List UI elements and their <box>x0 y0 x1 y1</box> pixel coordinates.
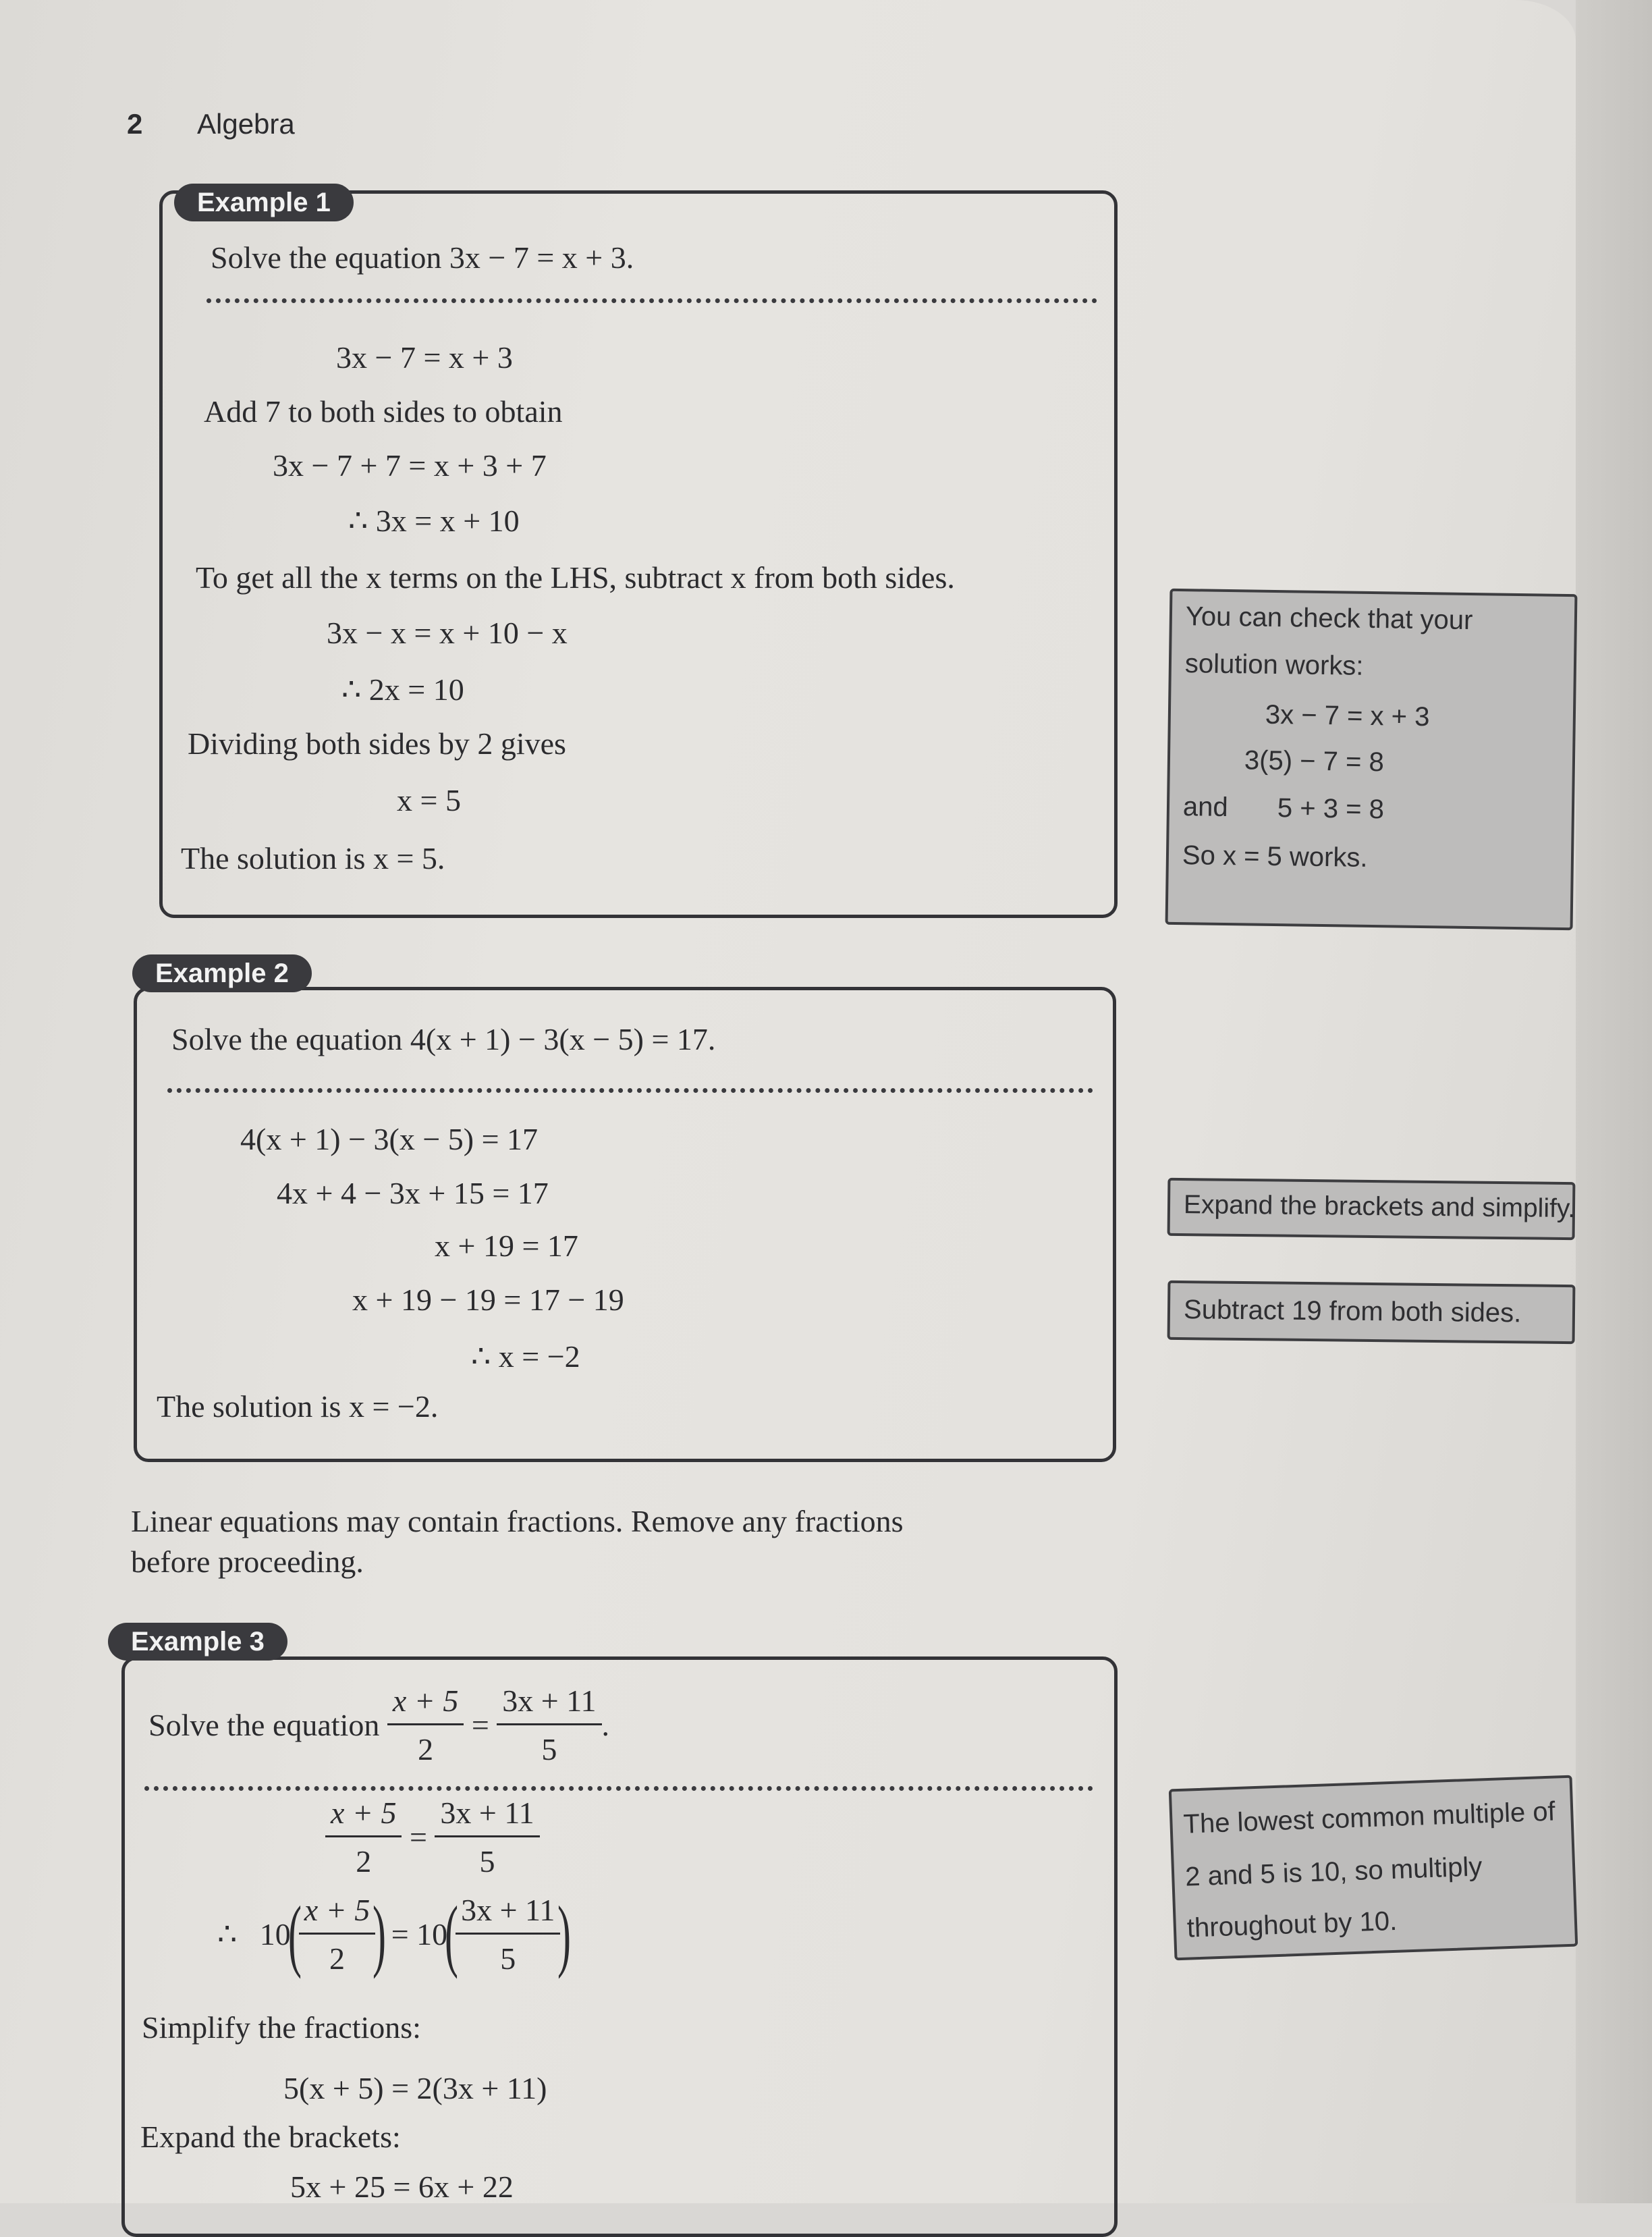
paragraph-line-1: Linear equations may contain fractions. Remove any fractions <box>131 1504 904 1538</box>
ex1-line-6: 3x − x = x + 10 − x <box>327 616 568 650</box>
therefore-symbol: ∴ <box>217 1916 238 1951</box>
example-1-divider <box>206 298 1097 303</box>
frac-denominator: 5 <box>500 1941 516 1976</box>
frac-denominator: 2 <box>356 1843 372 1879</box>
ex1-line-4: ∴ 3x = x + 10 <box>348 504 520 538</box>
ex1-line-3: 3x − 7 + 7 = x + 3 + 7 <box>273 448 547 483</box>
ex1-line-10: The solution is x = 5. <box>181 841 445 875</box>
frac-numerator: 3x + 11 <box>497 1683 601 1725</box>
multiplier: 10 <box>259 1916 291 1951</box>
check-note-line-2: solution works: <box>1184 649 1364 681</box>
expand-note-box <box>1167 1178 1576 1240</box>
ex2-line-1: 4(x + 1) − 3(x − 5) = 17 <box>240 1122 539 1156</box>
ex3-frac-left-mult <box>299 1893 375 1977</box>
ex3-expand-text: Expand the brackets: <box>140 2120 401 2154</box>
ex1-line-9: x = 5 <box>397 783 461 817</box>
paragraph-line-2: before proceeding. <box>131 1544 364 1579</box>
equals-sign: = <box>409 1819 427 1854</box>
example-3-label: Example 3 <box>108 1623 287 1661</box>
ex3-problem-prefix: Solve the equation <box>148 1707 380 1742</box>
frac-denominator: 2 <box>329 1941 345 1976</box>
ex2-line-2: 4x + 4 − 3x + 15 = 17 <box>277 1176 549 1210</box>
example-3-divider <box>144 1786 1093 1791</box>
ex1-line-2: Add 7 to both sides to obtain <box>204 394 563 429</box>
example-1-label: Example 1 <box>174 184 354 221</box>
ex3-problem-frac-right <box>497 1683 601 1768</box>
lcm-note-line-2: 2 and 5 is 10, so multiply <box>1184 1852 1483 1892</box>
ex3-equation-line-1 <box>325 1796 540 1880</box>
ex2-line-3: x + 19 = 17 <box>435 1229 578 1263</box>
ex2-line-5: ∴ x = −2 <box>471 1339 580 1374</box>
lcm-note-line-1: The lowest common multiple of <box>1182 1796 1556 1839</box>
equals-sign: = <box>471 1707 489 1742</box>
ex2-line-4: x + 19 − 19 = 17 − 19 <box>352 1283 624 1317</box>
ex1-line-5: To get all the x terms on the LHS, subtract x from both sides. <box>196 560 955 595</box>
example-2-problem: Solve the equation 4(x + 1) − 3(x − 5) = 17. <box>171 1022 716 1056</box>
example-3-problem <box>148 1683 609 1768</box>
frac-denominator: 2 <box>418 1731 434 1767</box>
ex3-frac-left <box>325 1796 402 1880</box>
paren-close: ) <box>373 1889 387 1980</box>
ex3-simplify-text: Simplify the fractions: <box>142 2010 421 2045</box>
ex3-expanded: 5x + 25 = 6x + 22 <box>290 2169 514 2204</box>
check-note-line-4: 3(5) − 7 = 8 <box>1244 745 1385 778</box>
multiplier: 10 <box>416 1916 448 1951</box>
period: . <box>601 1707 610 1742</box>
ex2-line-6: The solution is x = −2. <box>157 1389 439 1424</box>
frac-numerator: x + 5 <box>387 1683 464 1725</box>
frac-denominator: 5 <box>541 1731 557 1767</box>
check-note-box <box>1165 589 1578 930</box>
lcm-note-box <box>1169 1775 1578 1961</box>
example-2-divider <box>167 1088 1093 1093</box>
paren-open: ( <box>287 1889 302 1980</box>
lcm-note-line-3: throughout by 10. <box>1186 1906 1398 1943</box>
check-note-line-7: So x = 5 works. <box>1182 840 1368 873</box>
chapter-title: Algebra <box>197 108 295 140</box>
check-note-line-6: 5 + 3 = 8 <box>1277 793 1385 825</box>
frac-numerator: x + 5 <box>299 1893 375 1935</box>
ex3-frac-right-mult <box>456 1893 560 1977</box>
frac-numerator: x + 5 <box>325 1796 402 1837</box>
equals-sign: = <box>391 1916 409 1951</box>
example-2-label: Example 2 <box>132 954 312 992</box>
check-note-line-1: You can check that your <box>1185 601 1473 636</box>
frac-numerator: 3x + 11 <box>456 1893 560 1935</box>
paren-open: ( <box>445 1889 459 1980</box>
frac-denominator: 5 <box>479 1843 495 1879</box>
ex3-problem-frac-left <box>387 1683 464 1768</box>
ex1-line-7: ∴ 2x = 10 <box>341 672 464 707</box>
page-number: 2 <box>127 108 143 140</box>
check-note-line-5: and <box>1182 792 1229 823</box>
ex3-equation-line-2 <box>217 1889 572 1980</box>
frac-numerator: 3x + 11 <box>435 1796 539 1837</box>
ex1-line-8: Dividing both sides by 2 gives <box>188 726 566 761</box>
ex3-frac-right <box>435 1796 539 1880</box>
expand-note-text: Expand the brackets and simplify. <box>1183 1190 1576 1224</box>
paren-close: ) <box>557 1889 572 1980</box>
check-note-line-3: 3x − 7 = x + 3 <box>1265 699 1430 732</box>
ex3-simplified: 5(x + 5) = 2(3x + 11) <box>283 2071 547 2105</box>
example-1-problem: Solve the equation 3x − 7 = x + 3. <box>211 240 634 275</box>
ex1-line-1: 3x − 7 = x + 3 <box>336 340 513 375</box>
subtract-note-box <box>1167 1281 1576 1344</box>
subtract-note-text: Subtract 19 from both sides. <box>1183 1295 1522 1328</box>
page-edge <box>1576 0 1652 2203</box>
